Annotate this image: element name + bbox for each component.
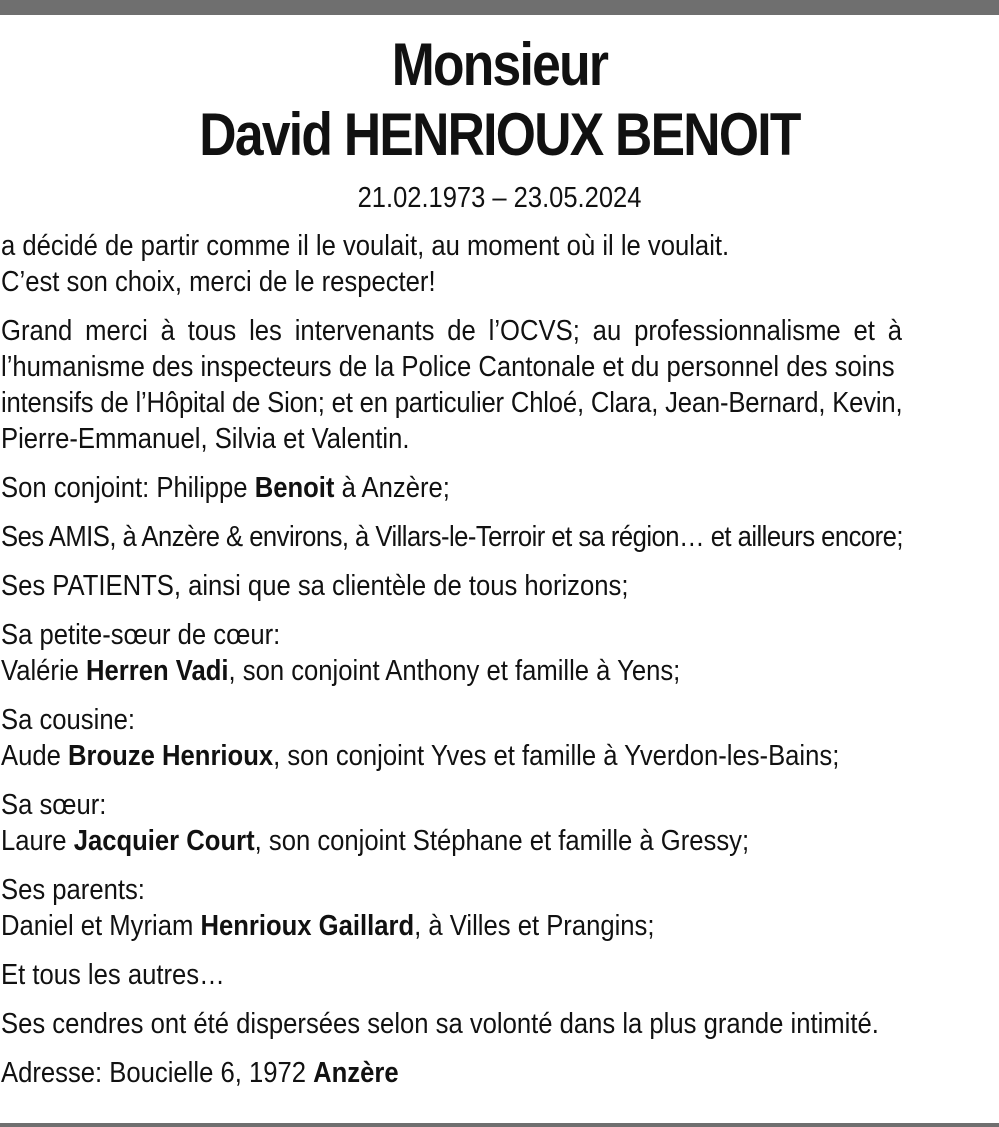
heart-sister-firstname: Valérie (1, 655, 87, 687)
address-town: Anzère (313, 1057, 399, 1089)
spouse-line (1, 470, 999, 506)
notice-header (0, 30, 999, 216)
cousin-surname: Brouze Henrioux (68, 740, 274, 772)
life-dates: 21.02.1973 – 23.05.2024 (357, 182, 642, 214)
cousin-entry (1, 738, 999, 774)
thanks-line: l’humanisme des inspecteurs de la Police Cantonale et du personnel des soins (1, 351, 895, 383)
parents-details: , à Villes et Prangins; (414, 910, 655, 942)
parents-block (1, 872, 999, 944)
parents-entry (1, 908, 999, 944)
cousin-block (1, 702, 999, 774)
address-line (1, 1055, 999, 1091)
heart-sister-surname: Herren Vadi (86, 655, 229, 687)
sister-block (1, 787, 999, 859)
heart-sister-block (1, 617, 999, 689)
deceased-name: David HENRIOUX BENOIT (199, 101, 800, 168)
cousin-label: Sa cousine: (1, 704, 135, 736)
thanks-line: Pierre-Emmanuel, Silvia et Valentin. (1, 423, 410, 455)
heart-sister-label: Sa petite-sœur de cœur: (1, 619, 281, 651)
notice-body (1, 228, 999, 1104)
sister-surname: Jacquier Court (73, 825, 255, 857)
top-rule (0, 0, 999, 15)
thanks-paragraph (1, 313, 999, 457)
cousin-firstname: Aude (1, 740, 69, 772)
spouse-place: à Anzère; (334, 472, 450, 504)
intro-line: a décidé de partir comme il le voulait, au moment où il le voulait. (1, 230, 730, 262)
intro-line: C’est son choix, merci de le respecter! (1, 266, 436, 298)
sister-label: Sa sœur: (1, 789, 107, 821)
spouse-surname: Benoit (254, 472, 335, 504)
bottom-rule (0, 1123, 999, 1127)
address-text: Adresse: Boucielle 6, 1972 (1, 1057, 314, 1089)
heart-sister-entry (1, 653, 999, 689)
thanks-line: intensifs de l’Hôpital de Sion; et en particulier Chloé, Clara, Jean-Bernard, Kevin, (1, 387, 903, 419)
heart-sister-details: , son conjoint Anthony et famille à Yens; (228, 655, 681, 687)
sister-firstname: Laure (1, 825, 74, 857)
others-line: Et tous les autres… (1, 959, 225, 991)
ashes-line: Ses cendres ont été dispersées selon sa volonté dans la plus grande intimité. (1, 1008, 879, 1040)
patients-line: Ses PATIENTS, ainsi que sa clientèle de tous horizons; (1, 570, 629, 602)
cousin-details: , son conjoint Yves et famille à Yverdon-les-Bains; (273, 740, 840, 772)
thanks-line: Grand merci à tous les intervenants de l’OCVS; au professionnalisme et à (1, 315, 903, 347)
spouse-text: Son conjoint: Philippe (1, 472, 255, 504)
friends-line: Ses AMIS, à Anzère & environs, à Villars-le-Terroir et sa région… et ailleurs encore; (1, 521, 903, 553)
parents-surname: Henrioux Gaillard (200, 910, 415, 942)
intro-paragraph (1, 228, 999, 300)
honorific: Monsieur (391, 31, 608, 98)
sister-entry (1, 823, 999, 859)
sister-details: , son conjoint Stéphane et famille à Gressy; (254, 825, 750, 857)
parents-label: Ses parents: (1, 874, 145, 906)
parents-firstnames: Daniel et Myriam (1, 910, 201, 942)
